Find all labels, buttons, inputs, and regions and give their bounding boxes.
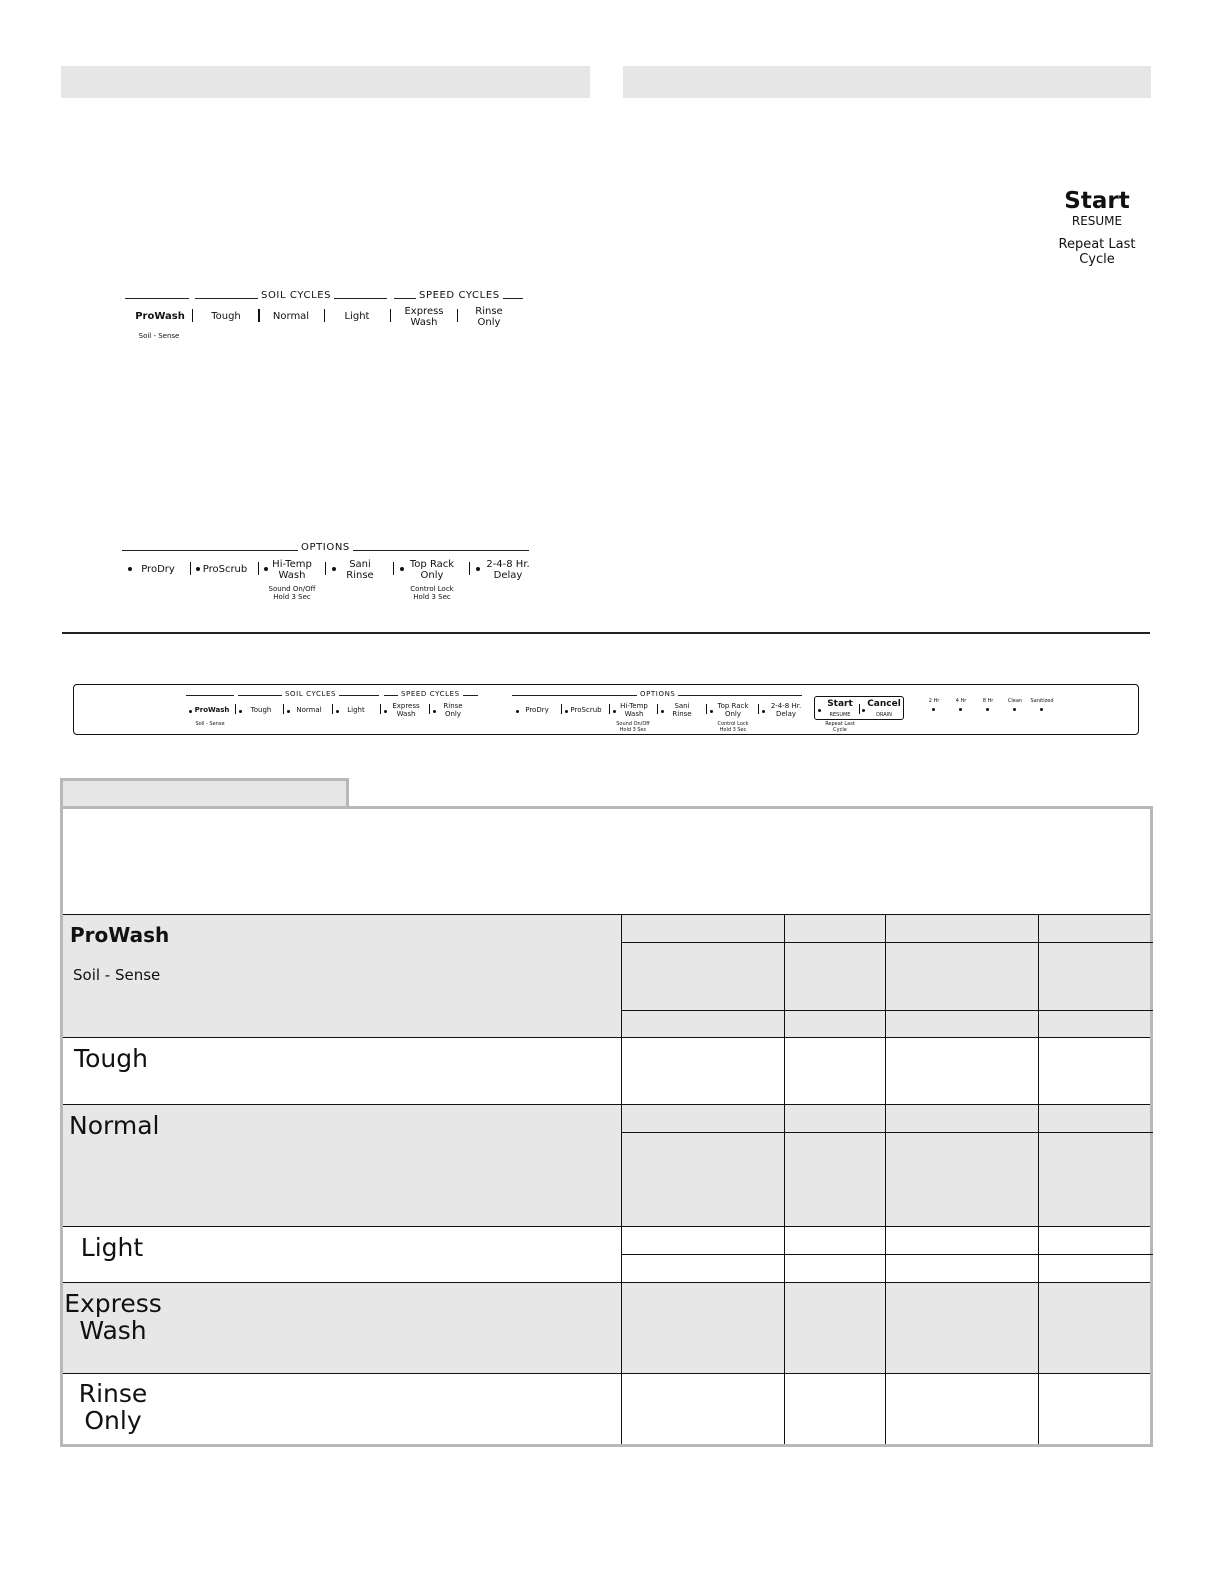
mini-rinse-only-button[interactable]: Rinse Only [443,702,463,718]
table-row-prowash [63,914,1150,1037]
page-divider [62,632,1150,634]
hi-temp-wash-button[interactable] [270,559,314,581]
repeat-last-cycle-label: Repeat Last Cycle [1058,237,1136,267]
mini-start-button[interactable]: Start RESUME [827,699,853,718]
mini-prowash-button[interactable]: ProWash [194,706,230,714]
table-rinse-only-label: Rinse Only [78,1379,148,1435]
mini-control-lock-label: Control Lock Hold 3 Sec [717,721,749,733]
table-soil-sense-label: Soil - Sense [73,966,161,984]
table-row-rinse-only [63,1373,1150,1444]
indicator-4hr-light [959,708,962,711]
table-normal-label: Normal [69,1111,160,1140]
express-wash-line1: Express [404,306,444,317]
table-row-express-wash [63,1282,1150,1373]
top-rack-line2: Only [420,570,444,581]
delay-button[interactable] [484,559,532,581]
full-control-panel [73,684,1139,735]
start-button-illustration[interactable] [1046,188,1148,278]
control-lock-label: Control Lock Hold 3 Sec [410,585,454,601]
cycle-table [60,806,1153,1447]
options-panel-illustration [0,0,600,620]
normal-button[interactable]: Normal [272,311,310,322]
indicator-8hr-light [986,708,989,711]
mini-speed-cycles-heading: SPEED CYCLES [398,690,463,698]
mini-delay-button[interactable]: 2-4-8 Hr. Delay [770,702,802,718]
express-wash-line2: Wash [410,317,438,328]
indicator-4hr-label: 4 Hr [955,698,967,704]
table-row-tough [63,1037,1150,1104]
table-express-wash-label: Express Wash [64,1289,162,1345]
right-section-header-bar [623,66,1151,98]
prowash-button[interactable]: ProWash [135,311,185,322]
speed-cycles-heading: SPEED CYCLES [416,290,503,301]
delay-line2: Delay [493,570,523,581]
soil-cycles-heading: SOIL CYCLES [258,290,334,301]
mini-normal-button[interactable]: Normal [296,706,322,714]
mini-top-rack-only-button[interactable]: Top Rack Only [717,702,749,718]
proscrub-button[interactable]: ProScrub [202,564,248,575]
soil-sense-label: Soil - Sense [138,332,180,340]
mini-soil-sense-label: Soil - Sense [195,721,225,727]
table-prowash-label: ProWash [70,923,170,947]
mini-prodry-button[interactable]: ProDry [525,706,549,714]
hi-temp-line2: Wash [278,570,306,581]
mini-repeat-last-cycle-label: Repeat Last Cycle [825,721,855,733]
indicator-clean-light [1013,708,1016,711]
sani-rinse-line1: Sani [349,559,371,570]
top-rack-line1: Top Rack [409,559,455,570]
mini-light-button[interactable]: Light [347,706,365,714]
indicator-2hr-light [932,708,935,711]
mini-soil-cycles-heading: SOIL CYCLES [282,690,339,698]
table-tab-header [60,778,349,808]
options-heading: OPTIONS [298,542,353,553]
table-light-label: Light [80,1233,144,1262]
start-label: Start [1064,188,1130,214]
tough-button[interactable]: Tough [211,311,241,322]
indicator-sanitized-label: Sanitized [1030,698,1054,704]
indicator-2hr-label: 2 Hr [928,698,940,704]
mini-options-heading: OPTIONS [637,690,678,698]
indicator-8hr-label: 8 Hr [982,698,994,704]
mini-hi-temp-wash-button[interactable]: Hi-Temp Wash [620,702,648,718]
sani-rinse-button[interactable] [340,559,380,581]
mini-tough-button[interactable]: Tough [250,706,272,714]
delay-line1: 2-4-8 Hr. [486,559,530,570]
sound-on-off-label: Sound On/Off Hold 3 Sec [268,585,316,601]
indicator-sanitized-light [1040,708,1043,711]
rinse-only-line1: Rinse [475,306,503,317]
indicator-clean-label: Clean [1007,698,1023,704]
table-tough-label: Tough [74,1044,148,1073]
mini-proscrub-button[interactable]: ProScrub [570,706,602,714]
light-button[interactable]: Light [344,311,370,322]
mini-sound-on-off-label: Sound On/Off Hold 3 Sec [616,721,650,733]
sani-rinse-line2: Rinse [346,570,374,581]
table-row-normal [63,1104,1150,1226]
mini-sani-rinse-button[interactable]: Sani Rinse [672,702,692,718]
mini-cancel-button[interactable]: Cancel DRAIN [867,699,901,718]
prodry-button[interactable]: ProDry [141,564,175,575]
mini-express-wash-button[interactable]: Express Wash [392,702,420,718]
rinse-only-line2: Only [477,317,501,328]
top-rack-only-button[interactable] [406,559,458,581]
hi-temp-line1: Hi-Temp [272,559,312,570]
resume-label: RESUME [1071,214,1123,228]
